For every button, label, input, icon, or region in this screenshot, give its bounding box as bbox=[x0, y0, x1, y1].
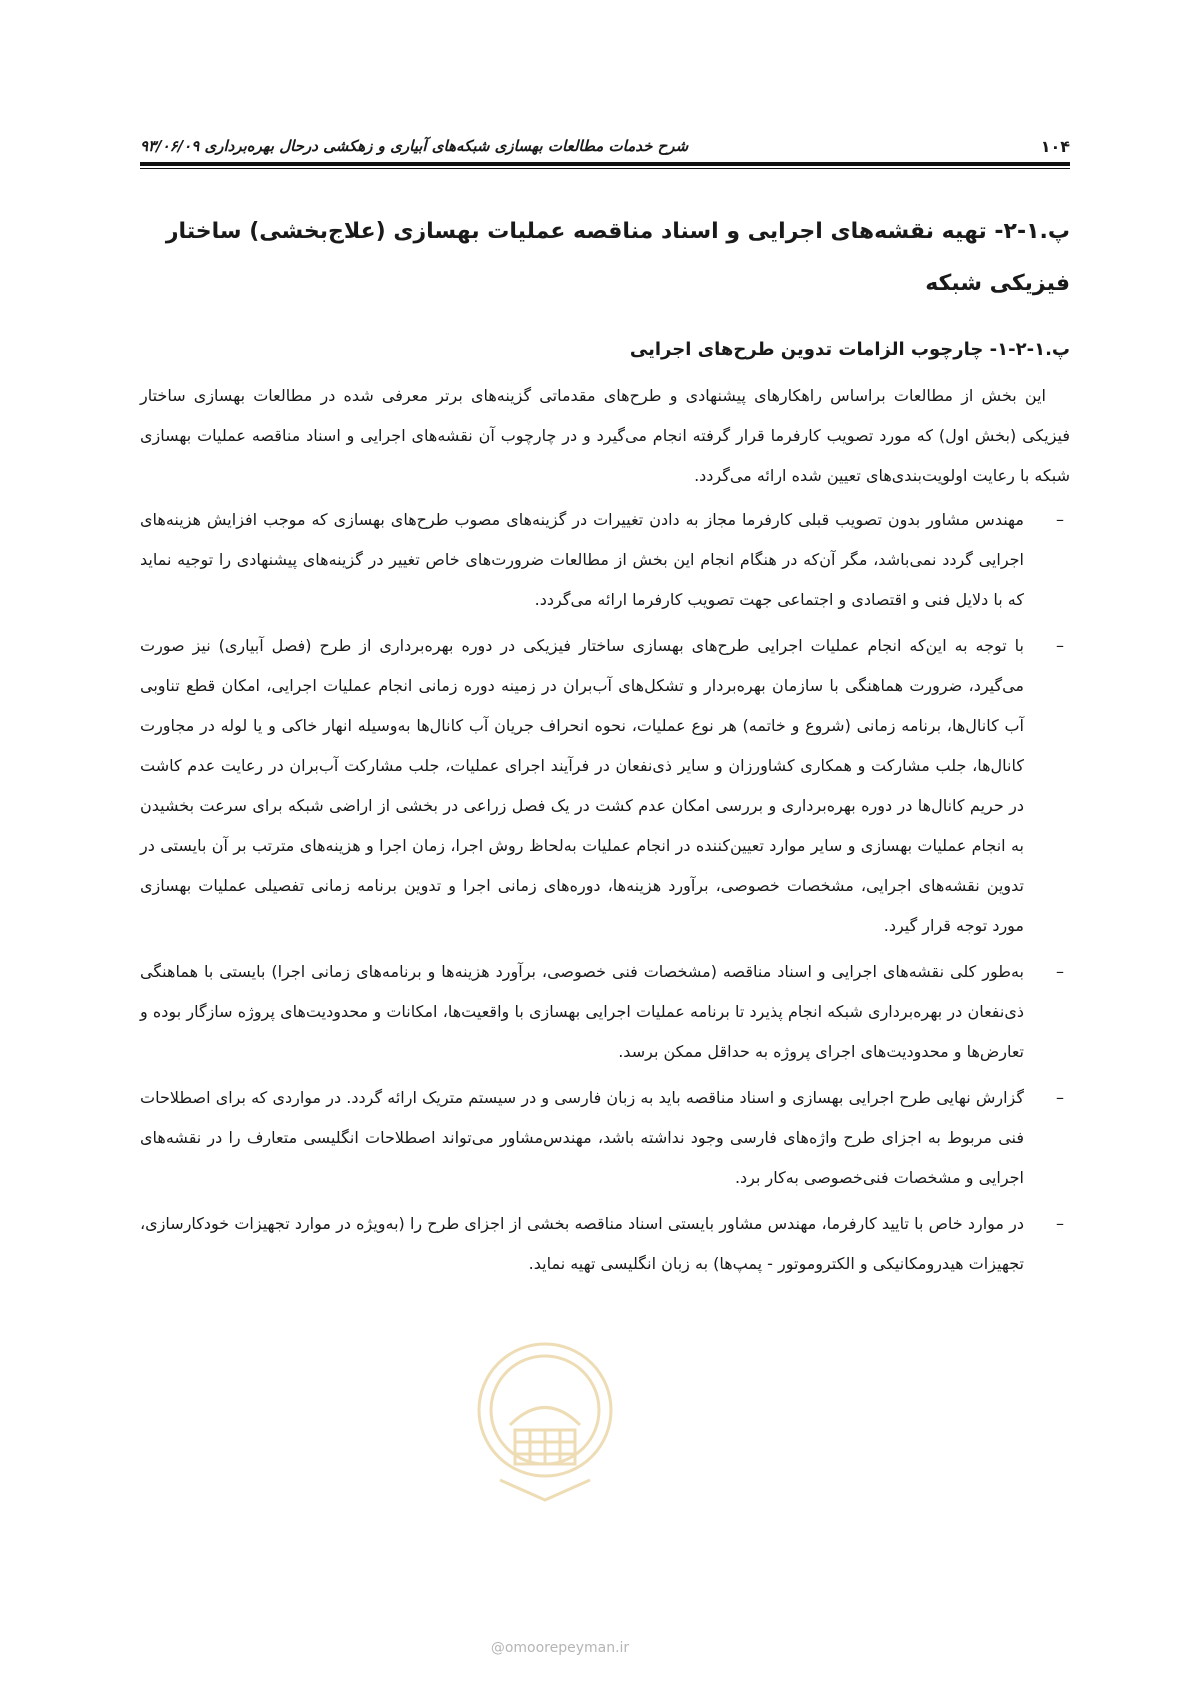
list-item bbox=[140, 1204, 1070, 1284]
dash-icon: – bbox=[1056, 636, 1064, 655]
header-rule-thin bbox=[140, 168, 1070, 169]
list-item-text: با توجه به این‌که انجام عملیات اجرایی طرح‌های بهسازی ساختار فیزیکی در دوره بهره‌برداری از طرح (فصل آبیاری) نیز صورت می‌گیرد، ضرورت هماهنگی با سازمان بهره‌بردار و تشکل‌های آب‌بران در زمینه دوره زمانی انجام عملیات اجرایی، امکان قطع تناوبی آب کانال‌ها، برنامه زمانی (شروع و خاتمه) هر نوع عملیات، نحوه انحراف جریان آب کانال‌ها به‌وسیله انهار خاکی و یا لوله در مجاورت کانال‌ها، جلب مشارکت و همکاری کشاورزان و سایر ذی‌نفعان در فرآیند اجرای عملیات، جلب مشارکت آب‌بران در رعایت عدم کاشت در حریم کانال‌ها در دوره بهره‌برداری و بررسی امکان عدم کشت در یک فصل زراعی در بخشی از اراضی شبکه برای سرعت بخشیدن به انجام عملیات بهسازی و سایر موارد تعیین‌کننده در انجام عملیات به‌لحاظ روش اجرا، زمان اجرا و هزینه‌های مترتب بر آن بایستی در تدوین نقشه‌های اجرایی، مشخصات خصوصی، برآورد هزینه‌ها، دوره‌های زمانی اجرا و تدوین برنامه زمانی تفصیلی عملیات بهسازی مورد توجه قرار گیرد. bbox=[140, 636, 1024, 935]
list-item bbox=[140, 1078, 1070, 1198]
header-title: شرح خدمات مطالعات بهسازی شبکه‌های آبیاری و زهکشی درحال بهره‌برداری ۹۳/۰۶/۰۹ bbox=[140, 137, 689, 155]
bullet-list bbox=[140, 500, 1070, 1284]
intro-paragraph: این بخش از مطالعات براساس راهکارهای پیشنهادی و طرح‌های مقدماتی گزینه‌های برتر معرفی شده در مطالعات بهسازی ساختار فیزیکی (بخش اول) که مورد تصویب کارفرما قرار گرفته انجام می‌گیرد و در چارچوب آن نقشه‌های اجرایی و اسناد مناقصه عملیات بهسازی شبکه با رعایت اولویت‌بندی‌های تعیین شده ارائه می‌گردد. bbox=[140, 386, 1070, 485]
page-content bbox=[140, 206, 1070, 1290]
page-number: ۱۰۴ bbox=[1040, 136, 1070, 156]
list-item bbox=[140, 952, 1070, 1072]
list-item-text: در موارد خاص با تایید کارفرما، مهندس مشاور بایستی اسناد مناقصه بخشی از اجزای طرح را (به‌ویژه در موارد تجهیزات خودکارسازی، تجهیزات هیدرومکانیکی و الکتروموتور - پمپ‌ها) به زبان انگلیسی تهیه نماید. bbox=[140, 1214, 1024, 1273]
dash-icon: – bbox=[1056, 962, 1064, 981]
list-item-text: گزارش نهایی طرح اجرایی بهسازی و اسناد مناقصه باید به زبان فارسی و در سیستم متریک ارائه گردد. در مواردی که برای اصطلاحات فنی مربوط به اجزای طرح واژه‌های فارسی وجود نداشته باشد، مهندس‌مشاور می‌تواند اصطلاحات انگلیسی متعارف را در نقشه‌های اجرایی و مشخصات فنی‌خصوصی به‌کار برد. bbox=[140, 1088, 1024, 1187]
header-rule bbox=[140, 162, 1070, 166]
dash-icon: – bbox=[1056, 510, 1064, 529]
subsection-heading: پ.۱-۲-۱- چارچوب الزامات تدوین طرح‌های اجرایی bbox=[629, 339, 1070, 360]
dash-icon: – bbox=[1056, 1214, 1064, 1233]
list-item-text: مهندس مشاور بدون تصویب قبلی کارفرما مجاز به دادن تغییرات در گزینه‌های مصوب طرح‌های بهسازی که موجب افزایش هزینه‌های اجرایی گردد نمی‌باشد، مگر آن‌که در هنگام انجام این بخش از مطالعات ضرورت‌های خاص تغییر در گزینه‌های پیشنهادی را توجیه نماید که با دلایل فنی و اقتصادی و اجتماعی جهت تصویب کارفرما ارائه می‌گردد. bbox=[140, 510, 1024, 609]
watermark-seal-icon bbox=[470, 1330, 620, 1510]
running-header bbox=[140, 128, 1070, 164]
list-item bbox=[140, 500, 1070, 620]
list-item-text: به‌طور کلی نقشه‌های اجرایی و اسناد مناقصه (مشخصات فنی خصوصی، برآورد هزینه‌ها و برنامه‌های زمانی اجرا) بایستی با هماهنگی ذی‌نفعان در بهره‌برداری شبکه انجام پذیرد تا برنامه عملیات اجرایی بهسازی با واقعیت‌ها، امکانات و محدودیت‌های پروژه سازگار بوده و تعارض‌ها و محدودیت‌های اجرای پروژه به حداقل ممکن برسد. bbox=[140, 962, 1024, 1061]
dash-icon: – bbox=[1056, 1088, 1064, 1107]
section-heading: پ.۱-۲- تهیه نقشه‌های اجرایی و اسناد مناقصه عملیات بهسازی (علاج‌بخشی) ساختار فیزیکی شبکه bbox=[165, 219, 1070, 296]
watermark-url: @omoorepeyman.ir bbox=[490, 1640, 630, 1656]
list-item bbox=[140, 626, 1070, 946]
